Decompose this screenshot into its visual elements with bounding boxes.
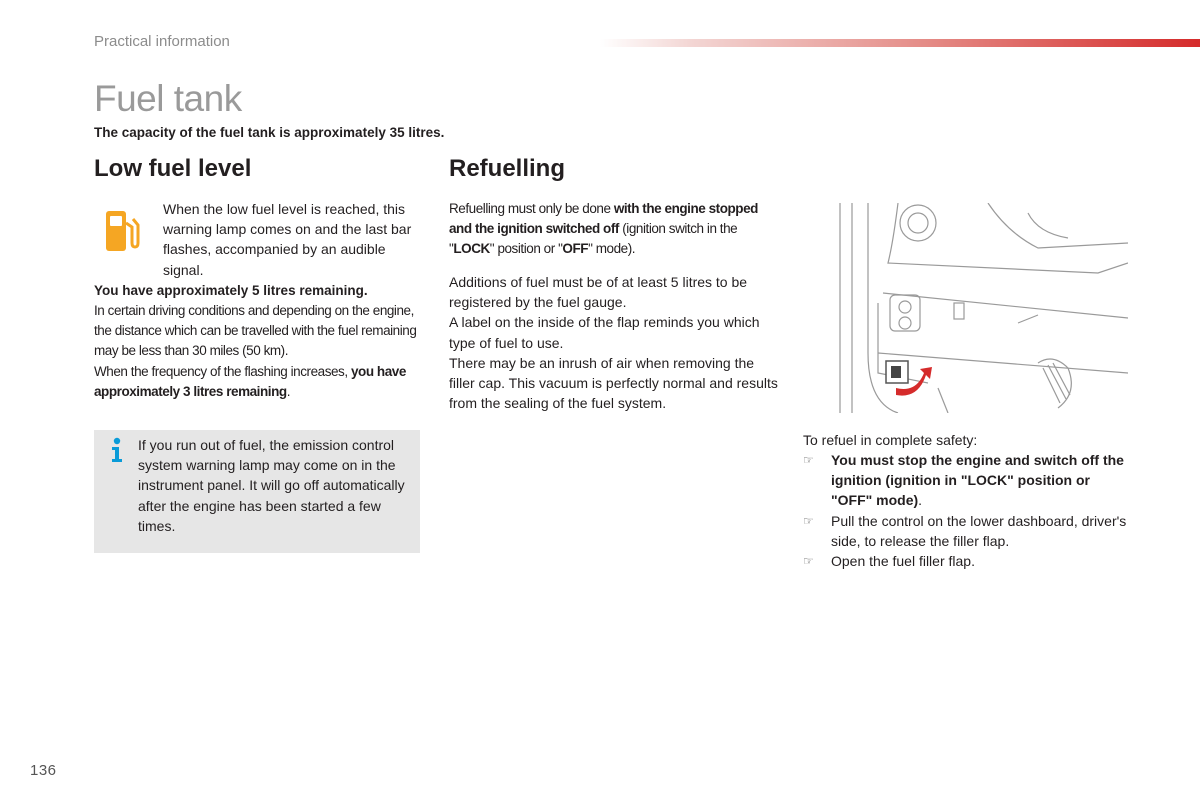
- pointing-hand-icon: ☞: [803, 513, 814, 528]
- detail-paragraph-2-start: When the frequency of the flashing increases,: [94, 363, 351, 379]
- p1-bold: with the engine stopped and the ignition switched off: [449, 201, 758, 237]
- list-item: [803, 511, 1133, 551]
- info-icon: [110, 437, 124, 463]
- section-label: Practical information: [94, 33, 230, 50]
- air-inrush-note: There may be an inrush of air when removing the filler cap. This vacuum is perfectly normal and results from the sealing of the fuel system.: [449, 354, 778, 412]
- refuelling-paragraph-2: [449, 272, 779, 413]
- label-note: A label on the inside of the flap reminds you which type of fuel to use.: [449, 314, 760, 351]
- p1-lock: LOCK: [453, 241, 490, 257]
- page-title: Fuel tank: [94, 78, 242, 119]
- filler-flap-control-illustration: [838, 203, 1128, 413]
- p1-mid2: " position or ": [489, 241, 563, 257]
- info-box-text: If you run out of fuel, the emission control system warning lamp may come on in the instrument panel. It will go off automatically after the engine has been started a few times.: [138, 437, 405, 534]
- intro-text: The capacity of the fuel tank is approximately 35 litres.: [94, 125, 445, 140]
- p1-start: Refuelling must only be done: [449, 201, 614, 216]
- header-accent-bar: [600, 39, 1200, 47]
- bullet-3-text: Open the fuel filler flap.: [831, 553, 975, 570]
- safety-intro: To refuel in complete safety:: [803, 432, 978, 448]
- fuel-pump-warning-icon: [104, 209, 140, 253]
- bullet-1-text: You must stop the engine and switch off the ignition (ignition in "LOCK" position or "OFF" mode): [831, 452, 1124, 509]
- low-fuel-heading: Low fuel level: [94, 155, 252, 182]
- bullet-2-text: Pull the control on the lower dashboard, driver's side, to release the filler flap.: [831, 512, 1127, 549]
- list-item: [803, 450, 1133, 511]
- detail-paragraph-2-end: .: [286, 383, 290, 399]
- pointing-hand-icon: ☞: [803, 554, 814, 569]
- p1-end: " mode).: [588, 241, 636, 257]
- remaining-fuel-note: You have approximately 5 litres remaining.: [94, 283, 368, 298]
- p1-off: OFF: [562, 241, 589, 257]
- list-item: [803, 551, 1133, 571]
- low-fuel-detail: [94, 301, 420, 402]
- p1-mid: (ignition switch in the ": [449, 221, 738, 257]
- detail-paragraph-2-bold: you have approximately 3 litres remaining: [94, 363, 406, 399]
- safety-steps-list: [803, 450, 1133, 571]
- refuelling-heading: Refuelling: [449, 155, 566, 182]
- page-number: 136: [30, 762, 57, 779]
- detail-paragraph-1: In certain driving conditions and depending on the engine, the distance which can be travelled with the fuel remaining may be less than 30 miles (50 km).: [94, 303, 417, 359]
- warning-lamp-description: When the low fuel level is reached, this warning lamp comes on and the last bar flashes, accompanied by an audible signal.: [163, 201, 412, 278]
- refuelling-paragraph-1: [449, 199, 779, 260]
- fuel-minimum-note: Additions of fuel must be of at least 5 litres to be registered by the fuel gauge.: [449, 274, 748, 311]
- pointing-hand-icon: ☞: [803, 453, 814, 467]
- bullet-1-end: .: [918, 492, 923, 509]
